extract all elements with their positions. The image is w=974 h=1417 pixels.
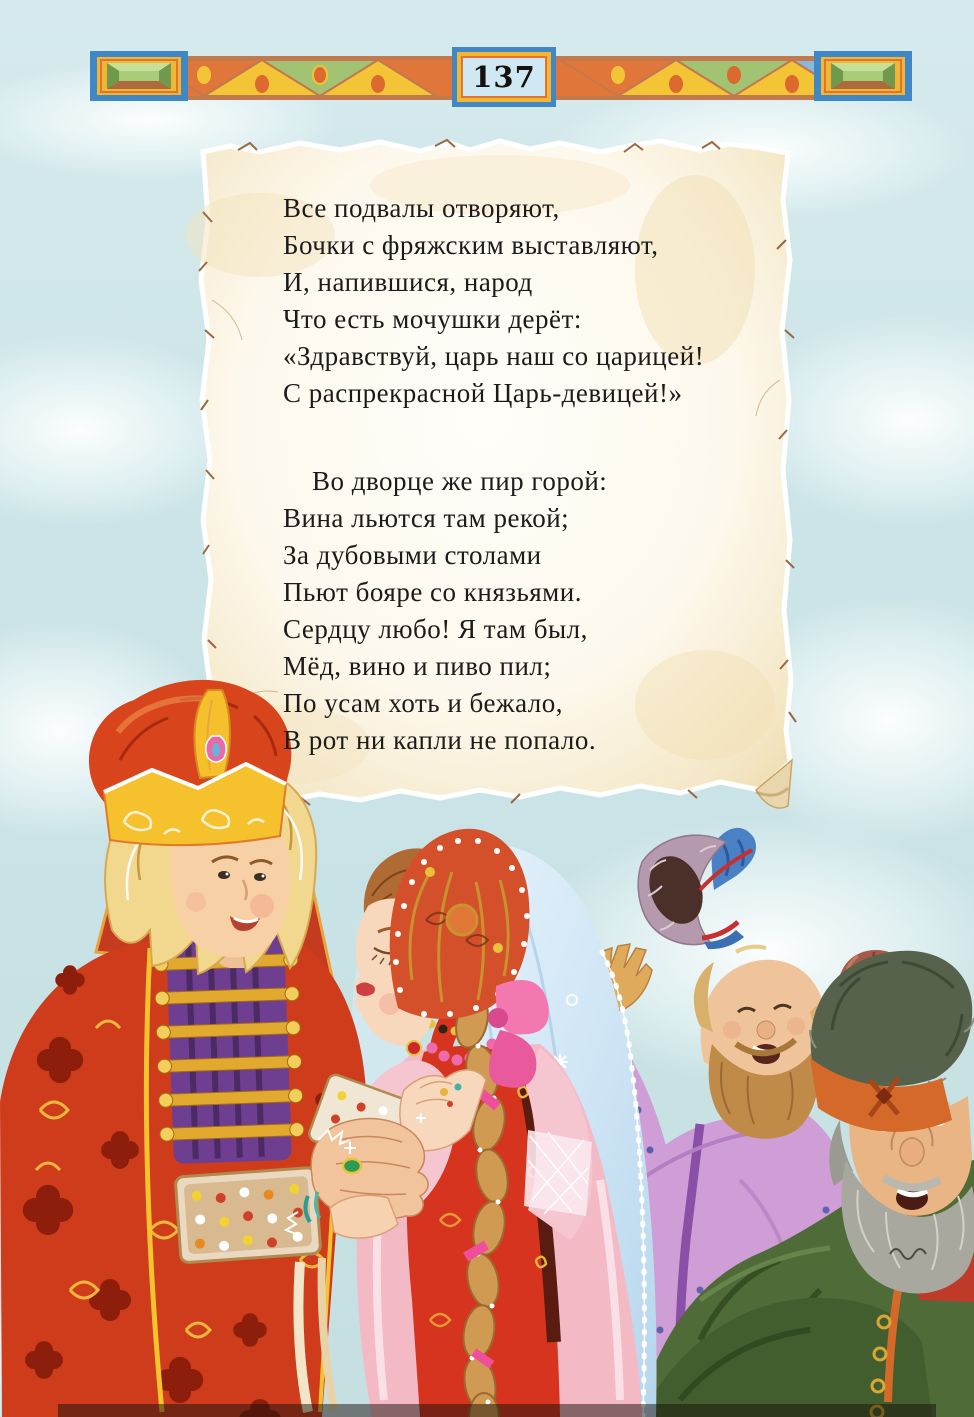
- poem-stanza-2: [283, 463, 783, 759]
- poem-line: Пьют бояре со князьями.: [283, 577, 582, 607]
- poem-line: Что есть мочушки дерёт:: [283, 304, 582, 334]
- bottom-shadow: [58, 1404, 936, 1417]
- poem-stanza-1: [283, 190, 783, 412]
- poem-line: Вина льются там рекой;: [283, 503, 570, 533]
- poem-line: По усам хоть и бежало,: [283, 688, 564, 718]
- poem-text: [283, 190, 783, 759]
- poem-line: В рот ни капли не попало.: [283, 725, 597, 755]
- poem-line: Все подвалы отворяют,: [283, 193, 560, 223]
- poem-line: «Здравствуй, царь наш со царицей!: [283, 341, 705, 371]
- poem-line: За дубовыми столами: [283, 540, 542, 570]
- jeweled-belt: [175, 1167, 321, 1263]
- poem-line: Сердцу любо! Я там был,: [283, 614, 588, 644]
- page-number-plate: [452, 47, 556, 107]
- poem-line: И, напившися, народ: [283, 267, 533, 297]
- poem-line: С распрекрасной Царь-девицей!»: [283, 378, 683, 408]
- page-number: 137: [472, 59, 536, 94]
- band-end-square: [90, 51, 188, 101]
- poem-line: Мёд, вино и пиво пил;: [283, 651, 552, 681]
- poem-line: Бочки с фряжским выставляют,: [283, 230, 659, 260]
- poem-line: Во дворце же пир горой:: [312, 466, 608, 496]
